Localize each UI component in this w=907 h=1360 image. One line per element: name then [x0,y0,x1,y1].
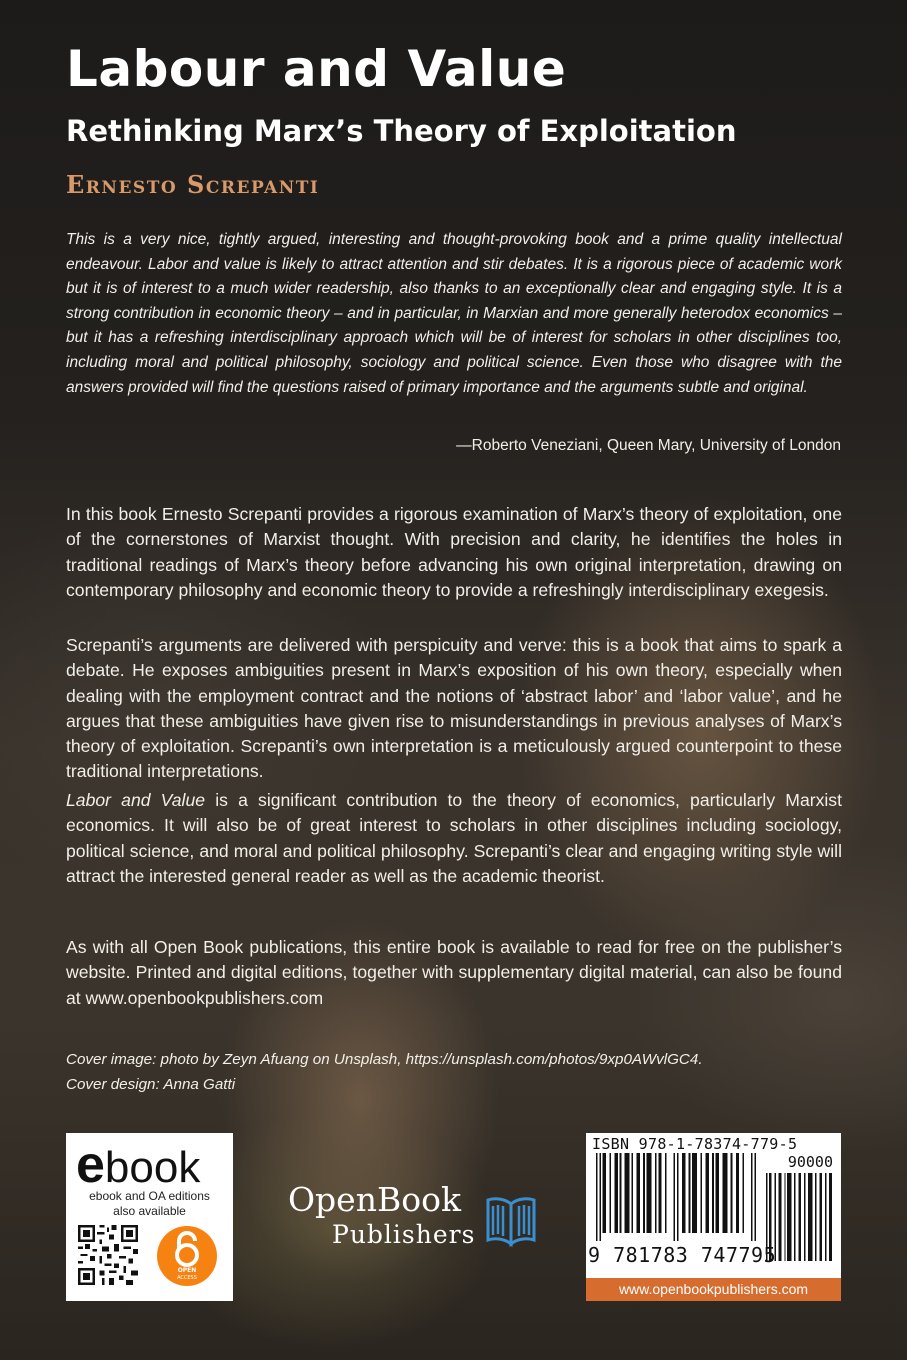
description-paragraph-3-text: is a significant contribution to the theory of economics, particularly Marxist economics. It will also be of great interest to scholars in other disciplines including sociology, political science, and moral and political philosophy. Screpanti’s clear and engaging writing style will attract the interested general reader as well as the academic theorist. [66,790,842,886]
ebook-editions-text: ebook and OA editions [89,1189,210,1203]
description-paragraph-3 [66,788,842,889]
isbn-barcode [586,1133,841,1301]
barcode-digits: 9 781783 747795 [588,1243,777,1267]
qr-code-icon [78,1225,138,1285]
endorsement-quote: This is a very nice, tightly argued, interesting and thought-provoking book and a prime quality intellectual endeavour. Labor and value is likely to attract attention and stir debates. It is a rigorous piece of academic work but it is of interest to a much wider readership, also thanks to an exceptionally clear and engaging style. It is a strong contribution in economic theory – and in particular, in Marxian and more generally heterodox economics – but it has a refreshing interdisciplinary approach which will be of interest for scholars in other disciplines too, including moral and political philosophy, sociology and political science. Even those who disagree with the answers provided will find the questions raised of primary importance and the arguments subtle and original. [66,231,842,396]
ebook-badge [66,1133,233,1301]
endorsement-attribution: —Roberto Veneziani, Queen Mary, University of London [456,437,841,454]
price-code: 90000 [787,1153,833,1171]
book-title: Labour and Value [66,40,567,98]
description-paragraph-1: In this book Ernesto Screpanti provides a rigorous examination of Marx’s theory of exploitation, one of the cornerstones of Marxist thought. With precision and clarity, he identifies the holes in traditional readings of Marx’s theory before advancing his own original interpretation, drawing on contemporary philosophy and economic theory to provide a refreshingly interdisciplinary exegesis. [66,504,842,600]
open-book-icon [484,1190,538,1250]
ebook-logo-word: book [104,1143,201,1192]
ebook-available-text: also available [113,1204,186,1218]
cover-image-credit: Cover image: photo by Zeyn Afuang on Unsplash, https://unsplash.com/photos/9xp0AWvlGC4. [66,1051,703,1068]
cover-design-credit: Cover design: Anna Gatti [66,1075,236,1093]
publisher-subname: Publishers [332,1220,476,1249]
publisher-url: www.openbookpublishers.com [586,1278,841,1301]
ebook-logo-e: e [76,1136,105,1194]
cover-credits [66,1048,842,1097]
ebook-logo [76,1135,200,1195]
description-paragraph-2: Screpanti’s arguments are delivered with perspicuity and verve: this is a book that aims to spark a debate. He exposes ambiguities present in Marx’s exposition of his own theory, especially when dealing with the employment contract and the notions of ‘abstract labor’ and ‘labor value’, and he argues that these ambiguities have given rise to misunderstandings in previous analyses of Marx’s theory of exploitation. Screpanti’s own interpretation is a meticulously argued counterpoint to these traditional interpretations. [66,635,842,782]
book-title-italic: Labor and Value [66,790,206,810]
publisher-name: OpenBook [288,1180,461,1219]
barcode-bars [596,1153,756,1241]
author-name: Ernesto Screpanti [66,170,320,199]
oa-label-open: OPEN [177,1267,197,1274]
publisher-logo [288,1180,548,1260]
open-access-notice: As with all Open Book publications, this entire book is available to read for free on the publisher’s website. Printed and digital editions, together with supplementary digital material, can also be found at www.openbookpublishers.com [66,937,842,1008]
book-subtitle: Rethinking Marx’s Theory of Exploitation [66,114,737,148]
isbn-number: ISBN 978-1-78374-779-5 [592,1135,798,1153]
open-access-logo [156,1225,218,1287]
oa-label-access: ACCESS [177,1275,197,1281]
